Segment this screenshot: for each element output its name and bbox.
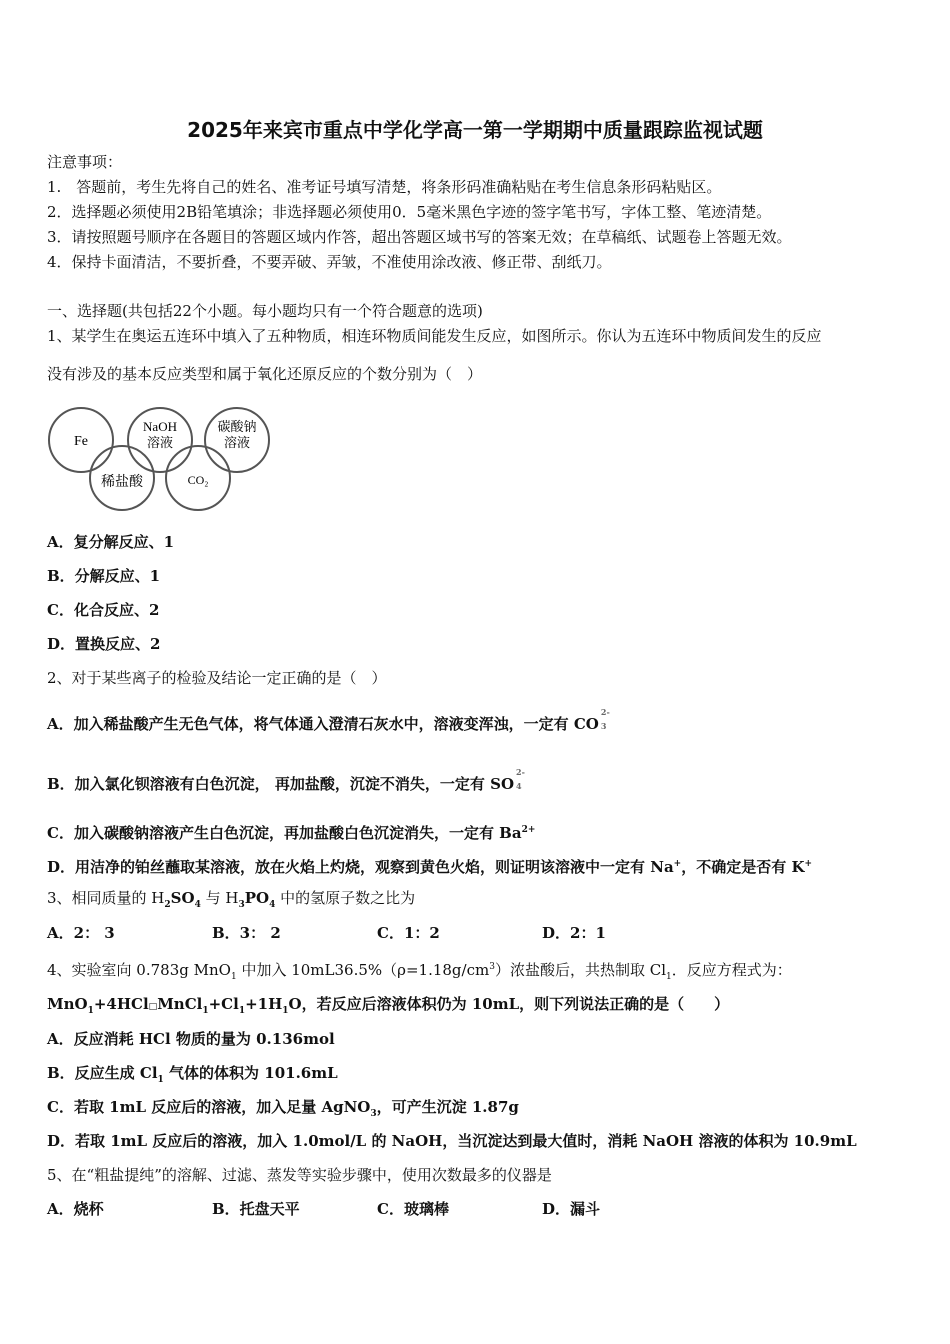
q5-option-d: D．漏斗 [542,1200,601,1218]
ring-label-fe: Fe [74,434,88,449]
q2-option-c [47,820,535,843]
text: 气体的体积为 101.6mL [163,1064,338,1082]
ion-subscript: 4 [516,781,522,791]
text: +1H [245,995,283,1013]
text: 中加入 10mL36.5%（ρ=1.18g/cm [236,961,490,979]
notes-item: 3．请按照题号顺序在各题目的答题区域内作答，超出答题区域书写的答案无效；在草稿纸、试题卷上答题无效。 [47,228,792,246]
q1-stem-line2: 没有涉及的基本反应类型和属于氧化还原反应的个数分别为（ ） [47,365,483,383]
subscript: 2 [164,900,171,910]
q2-option-b-text: B．加入氯化钡溶液有白色沉淀， 再加盐酸，沉淀不消失，一定有 SO [47,775,515,793]
notes-item: 2．选择题必须使用2B铅笔填涂；非选择题必须使用0．5毫米黑色字迹的签字笔书写，字体工整、笔迹清楚。 [47,203,772,221]
q1-option-a: A．复分解反应、1 [47,533,175,551]
ring-label-co2: CO₂ [187,473,209,487]
olympic-rings-diagram [44,400,280,512]
text: ，可产生沉淀 1.87g [376,1098,519,1116]
ring-label-naoh: NaOH [143,419,177,434]
q2-option-d-text: D．用洁净的铂丝蘸取某溶液，放在火焰上灼烧，观察到黄色火焰，则证明该溶液中一定有 Na [47,858,674,876]
q4-stem-line1 [47,957,792,987]
subscript: 1 [282,1006,289,1016]
text: +Cl [208,995,239,1013]
q4-option-d: D．若取 1mL 反应后的溶液，加入 1.0mol/L 的 NaOH，当沉淀达到最大值时，消耗 NaOH 溶液的体积为 10.9mL [47,1132,857,1150]
text: 4、实验室向 0.783g MnO [47,961,231,979]
q1-option-d: D．置换反应、2 [47,635,161,653]
q2-option-d-text-2: ，不确定是否有 K [681,858,805,876]
text: C．若取 1mL 反应后的溶液，加入足量 AgNO [47,1098,371,1116]
q3-option-a: A．2： 3 [47,924,115,942]
q2-option-d [47,854,812,877]
ring-label-na2co3: 碳酸钠 [217,419,257,434]
text: B．反应生成 Cl [47,1064,158,1082]
q3-option-c: C．1：2 [377,924,440,942]
text: +4HCl [93,995,149,1013]
subscript: 1 [666,972,672,982]
q4-option-a: A．反应消耗 HCl 物质的量为 0.136mol [47,1030,335,1048]
text: SO [170,889,195,907]
ion-charge: 2- [516,767,525,777]
ion-subscript: 3 [600,721,607,731]
q4-stem-line2 [47,994,729,1021]
text: 与 H [200,889,239,907]
q3-option-d: D．2：1 [542,924,606,942]
text: 中的氢原子数之比为 [275,889,416,907]
q2-stem: 2、对于某些离子的检验及结论一定正确的是（ ） [47,669,387,687]
q4-option-b [47,1063,338,1090]
q4-option-c [47,1097,519,1124]
q3-option-b: B．3： 2 [212,924,281,942]
equation-arrow-placeholder: □ [148,1002,158,1012]
subscript: 3 [370,1109,377,1119]
sulfate-ion-mark [514,767,528,794]
superscript: + [804,859,813,869]
subscript: 1 [202,1006,209,1016]
section-heading: 一、选择题(共包括22个小题。每小题均只有一个符合题意的选项) [47,302,483,320]
q2-option-a-text: A．加入稀盐酸产生无色气体，将气体通入澄清石灰水中，溶液变浑浊，一定有 CO [47,715,599,733]
notes-heading: 注意事项： [47,153,123,171]
q2-option-b [47,767,528,794]
subscript: 1 [157,1075,164,1085]
subscript: 1 [87,1006,94,1016]
q2-option-c-text: C．加入碳酸钠溶液产生白色沉淀，再加盐酸白色沉淀消失，一定有 Ba [47,824,522,842]
superscript: 3 [489,962,495,972]
ion-charge: 2- [600,707,610,717]
text: MnO [47,995,88,1013]
subscript: 4 [269,900,276,910]
text: ）浓盐酸后，共热制取 Cl [494,961,666,979]
superscript: 2+ [521,825,536,835]
subscript: 4 [194,900,201,910]
subscript: 3 [238,900,245,910]
q5-stem: 5、在“粗盐提纯”的溶解、过滤、蒸发等实验步骤中，使用次数最多的仪器是 [47,1166,552,1184]
notes-item: 4．保持卡面清洁，不要折叠，不要弄破、弄皱，不准使用涂改液、修正带、刮纸刀。 [47,253,612,271]
q2-option-a [47,707,613,734]
q1-option-c: C．化合反应、2 [47,601,160,619]
page-title: 2025年来宾市重点中学化学高一第一学期期中质量跟踪监视试题 [187,118,763,142]
text: 3、相同质量的 H [47,889,165,907]
q1-option-b: B．分解反应、1 [47,567,161,585]
q5-option-c: C．玻璃棒 [377,1200,449,1218]
q5-option-b: B．托盘天平 [212,1200,300,1218]
text: ．反应方程式为： [671,961,792,979]
q3-stem [47,888,415,915]
q5-option-a: A．烧杯 [47,1200,104,1218]
carbonate-ion-mark [599,707,613,734]
subscript: 1 [230,972,237,982]
text: O，若反应后溶液体积仍为 10mL，则下列说法正确的是（ ） [288,995,730,1013]
ring-label-naoh-solution: 溶液 [146,435,174,450]
text: PO [244,889,270,907]
subscript: 1 [238,1006,246,1016]
superscript: + [673,859,682,869]
ring-label-na2co3-solution: 溶液 [223,435,251,450]
ring-label-hcl: 稀盐酸 [101,475,143,490]
q1-stem-line1: 1、某学生在奥运五连环中填入了五种物质，相连环物质间能发生反应，如图所示。你认为五连环中物质间发生的反应 [47,327,822,345]
notes-item: 1. 答题前，考生先将自己的姓名、准考证号填写清楚，将条形码准确粘贴在考生信息条形码粘贴区。 [47,178,722,196]
text: MnCl [157,995,203,1013]
